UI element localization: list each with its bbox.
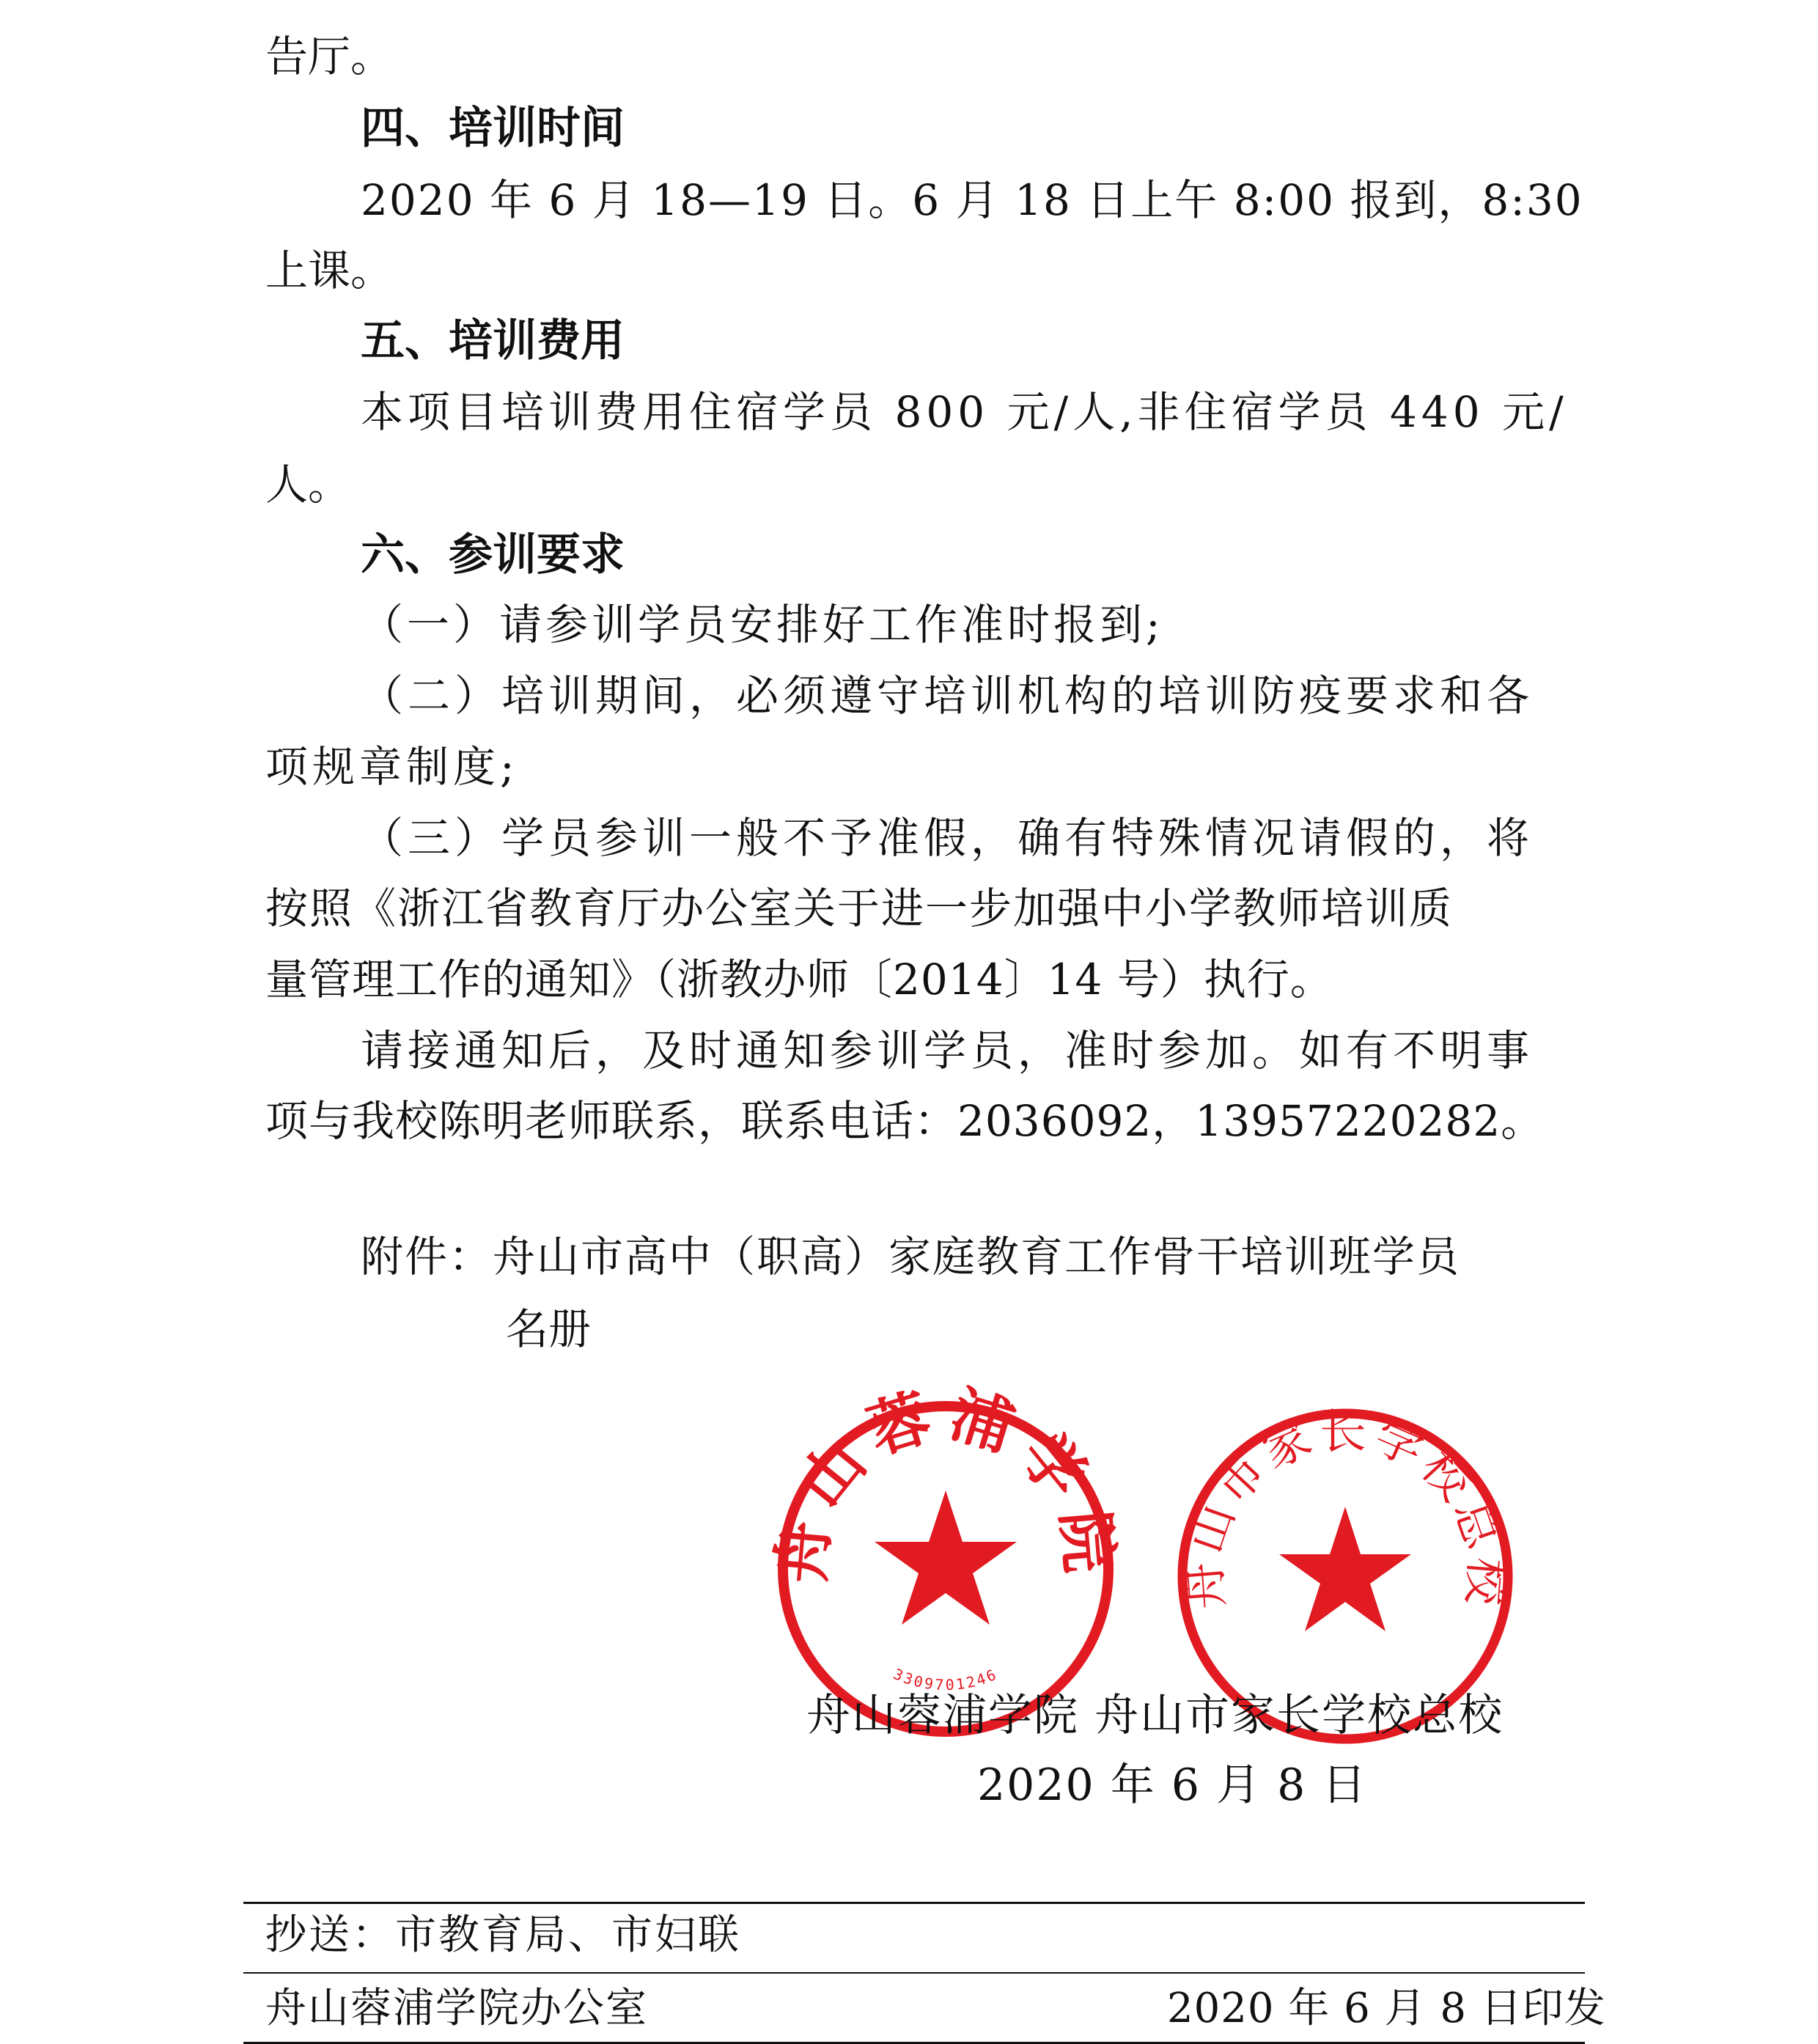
text-line: 上课。 [265,246,394,295]
text-line: （二）培训期间，必须遵守培训机构的培训防疫要求和各 [361,671,1534,721]
cc-line: 抄送：市教育局、市妇联 [265,1911,741,1959]
text-line: 请接通知后，及时通知参训学员，准时参加。如有不明事 [361,1026,1534,1076]
signature-orgs: 舟山蓉浦学院 舟山市家长学校总校 [806,1690,1504,1741]
text-line: 按照《浙江省教育厅办公室关于进一步加强中小学教师培训质 [265,883,1454,933]
text-line: （一）请参训学员安排好工作准时报到; [361,600,1164,650]
text-line: 告厅。 [265,32,394,81]
seal-text: 舟山蓉浦学院 [765,1378,1127,1586]
seal-code: 3309701246 [891,1664,1001,1694]
signature-date: 2020 年 6 月 8 日 [977,1760,1368,1811]
section-heading-fee: 五、培训费用 [361,315,625,367]
star-icon [1279,1507,1411,1631]
issuer-office: 舟山蓉浦学院办公室 [265,1985,648,2032]
seal-text: 舟山市家长学校总校 [1176,1405,1515,1611]
text-line: 2020 年 6 月 18—19 日。6 月 18 日上午 8:00 报到，8:30 [361,175,1583,225]
text-line: 量管理工作的通知》（浙教办师〔2014〕14 号）执行。 [265,955,1333,1004]
text-line: 项规章制度; [265,742,519,792]
footer-rule-top [243,1902,1585,1904]
issue-date: 2020 年 6 月 8 日印发 [1167,1985,1606,2032]
text-line: 人。 [265,460,351,510]
text-line: 项与我校陈明老师联系，联系电话：2036092，13957220282。 [265,1096,1545,1146]
text-line: （三）学员参训一般不予准假，确有特殊情况请假的，将 [361,813,1534,863]
footer-rule-middle [243,1972,1585,1974]
text-line: 本项目培训费用住宿学员 800 元/人,非住宿学员 440 元/ [361,387,1568,437]
attachment-line: 附件：舟山市高中（职高）家庭教育工作骨干培训班学员 [361,1232,1461,1282]
section-heading-requirements: 六、参训要求 [361,529,625,581]
star-icon [875,1490,1017,1625]
section-heading-time: 四、培训时间 [361,103,625,154]
attachment-line: 名册 [506,1304,592,1354]
